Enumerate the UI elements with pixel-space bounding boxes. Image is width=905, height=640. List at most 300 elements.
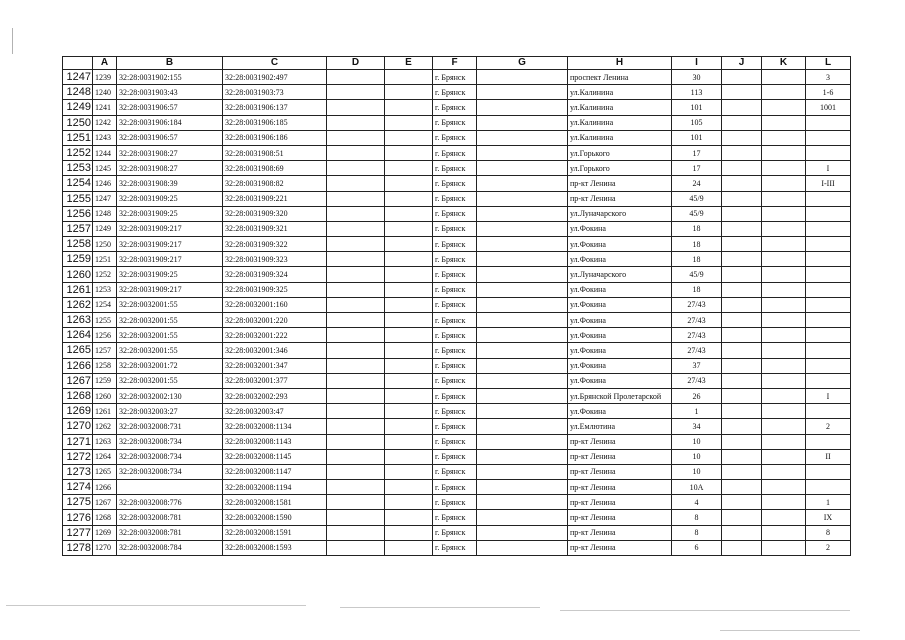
table-cell <box>722 252 762 267</box>
table-cell <box>385 510 433 525</box>
table-cell: проспект Ленина <box>568 70 672 85</box>
table-cell <box>806 464 851 479</box>
table-cell <box>385 191 433 206</box>
table-cell: 1269 <box>93 525 117 540</box>
table-cell <box>327 495 385 510</box>
table-cell: 32:28:0032001:55 <box>117 313 223 328</box>
table-cell <box>385 495 433 510</box>
table-cell <box>385 434 433 449</box>
table-cell: пр-кт Ленина <box>568 480 672 495</box>
table-cell: ул.Фокина <box>568 297 672 312</box>
table-cell: 32:28:0032008:1194 <box>223 480 327 495</box>
table-cell <box>762 267 806 282</box>
row-number-cell: 1263 <box>63 313 93 328</box>
table-cell: 32:28:0031906:57 <box>117 100 223 115</box>
table-cell: 1260 <box>93 388 117 403</box>
table-cell <box>327 161 385 176</box>
row-number-cell: 1276 <box>63 510 93 525</box>
column-header: L <box>806 57 851 70</box>
table-cell: 1246 <box>93 176 117 191</box>
table-cell <box>722 540 762 555</box>
column-header: C <box>223 57 327 70</box>
table-cell: г. Брянск <box>433 70 477 85</box>
table-cell: ул.Луначарского <box>568 206 672 221</box>
table-cell: 1265 <box>93 464 117 479</box>
table-cell <box>722 221 762 236</box>
table-cell <box>327 540 385 555</box>
table-cell: 27/43 <box>672 373 722 388</box>
table-cell: 32:28:0031908:82 <box>223 176 327 191</box>
table-cell <box>762 221 806 236</box>
table-cell: 32:28:0031908:27 <box>117 161 223 176</box>
table-cell: 1270 <box>93 540 117 555</box>
table-cell <box>477 358 568 373</box>
table-cell <box>722 282 762 297</box>
table-cell <box>477 404 568 419</box>
table-cell <box>722 434 762 449</box>
table-cell: 32:28:0032008:1591 <box>223 525 327 540</box>
table-cell: 32:28:0031909:323 <box>223 252 327 267</box>
table-cell <box>762 525 806 540</box>
table-cell: 105 <box>672 115 722 130</box>
row-number-cell: 1247 <box>63 70 93 85</box>
table-cell: 32:28:0032001:346 <box>223 343 327 358</box>
table-cell: г. Брянск <box>433 130 477 145</box>
table-cell <box>722 480 762 495</box>
table-cell <box>477 145 568 160</box>
table-cell: 32:28:0032002:293 <box>223 388 327 403</box>
table-cell <box>762 191 806 206</box>
table-cell: пр-кт Ленина <box>568 464 672 479</box>
table-row <box>63 100 851 115</box>
table-cell: ул.Фокина <box>568 328 672 343</box>
table-cell: 32:28:0031909:320 <box>223 206 327 221</box>
table-cell: 32:28:0032008:734 <box>117 464 223 479</box>
corner-header <box>63 57 93 70</box>
table-cell: 32:28:0032001:220 <box>223 313 327 328</box>
table-cell <box>385 358 433 373</box>
table-cell: г. Брянск <box>433 221 477 236</box>
table-row <box>63 449 851 464</box>
table-cell <box>722 510 762 525</box>
table-cell: 10 <box>672 464 722 479</box>
table-cell <box>117 480 223 495</box>
table-row <box>63 145 851 160</box>
table-cell: г. Брянск <box>433 176 477 191</box>
table-cell: 32:28:0031903:43 <box>117 85 223 100</box>
row-number-cell: 1274 <box>63 480 93 495</box>
table-cell <box>327 419 385 434</box>
table-cell: 37 <box>672 358 722 373</box>
table-cell: г. Брянск <box>433 282 477 297</box>
table-cell <box>762 328 806 343</box>
table-cell <box>477 449 568 464</box>
row-number-cell: 1269 <box>63 404 93 419</box>
table-cell: 32:28:0031908:39 <box>117 176 223 191</box>
table-cell: 32:28:0032008:731 <box>117 419 223 434</box>
table-cell <box>477 480 568 495</box>
table-cell: 2 <box>806 540 851 555</box>
table-cell: 1252 <box>93 267 117 282</box>
column-header: F <box>433 57 477 70</box>
table-cell: 101 <box>672 130 722 145</box>
table-cell <box>477 495 568 510</box>
table-cell: 32:28:0031909:217 <box>117 282 223 297</box>
table-cell: 1264 <box>93 449 117 464</box>
table-cell <box>722 206 762 221</box>
table-cell: 1244 <box>93 145 117 160</box>
table-cell: 32:28:0032008:1581 <box>223 495 327 510</box>
row-number-cell: 1271 <box>63 434 93 449</box>
scan-margin-mark <box>12 28 13 54</box>
table-row <box>63 495 851 510</box>
table-cell: 32:28:0031908:27 <box>117 145 223 160</box>
table-cell <box>477 237 568 252</box>
table-cell: 32:28:0032003:27 <box>117 404 223 419</box>
table-cell: 45/9 <box>672 267 722 282</box>
table-cell: ул.Луначарского <box>568 267 672 282</box>
column-header: G <box>477 57 568 70</box>
table-cell: 32:28:0031909:324 <box>223 267 327 282</box>
table-cell: г. Брянск <box>433 540 477 555</box>
table-row <box>63 252 851 267</box>
table-row <box>63 328 851 343</box>
table-cell: 32:28:0031909:221 <box>223 191 327 206</box>
table-cell: 27/43 <box>672 343 722 358</box>
table-cell: IX <box>806 510 851 525</box>
table-cell: 1268 <box>93 510 117 525</box>
table-cell <box>477 191 568 206</box>
table-cell: 32:28:0031903:73 <box>223 85 327 100</box>
table-cell: 32:28:0031902:497 <box>223 70 327 85</box>
table-cell <box>477 419 568 434</box>
table-cell <box>806 130 851 145</box>
table-cell <box>327 388 385 403</box>
table-cell <box>806 191 851 206</box>
table-row <box>63 161 851 176</box>
table-cell: 1254 <box>93 297 117 312</box>
table-row <box>63 191 851 206</box>
table-cell: пр-кт Ленина <box>568 510 672 525</box>
table-cell <box>385 161 433 176</box>
table-cell: 18 <box>672 221 722 236</box>
table-cell <box>385 404 433 419</box>
row-number-cell: 1257 <box>63 221 93 236</box>
table-cell <box>806 145 851 160</box>
table-cell: г. Брянск <box>433 313 477 328</box>
table-cell <box>385 373 433 388</box>
table-cell: г. Брянск <box>433 297 477 312</box>
table-cell <box>722 328 762 343</box>
table-cell: 1258 <box>93 358 117 373</box>
table-row <box>63 297 851 312</box>
table-row <box>63 464 851 479</box>
table-cell <box>806 404 851 419</box>
row-number-cell: 1252 <box>63 145 93 160</box>
table-cell: ул.Фокина <box>568 343 672 358</box>
row-number-cell: 1273 <box>63 464 93 479</box>
table-cell: г. Брянск <box>433 510 477 525</box>
table-cell: 32:28:0031909:217 <box>117 252 223 267</box>
table-cell: 6 <box>672 540 722 555</box>
row-number-cell: 1270 <box>63 419 93 434</box>
table-cell: 1267 <box>93 495 117 510</box>
table-cell <box>385 328 433 343</box>
table-cell: ул.Фокина <box>568 237 672 252</box>
table-cell: 32:28:0031906:185 <box>223 115 327 130</box>
row-number-cell: 1249 <box>63 100 93 115</box>
scan-artifact-line <box>720 630 860 631</box>
table-cell <box>806 328 851 343</box>
table-cell <box>327 434 385 449</box>
table-cell <box>722 525 762 540</box>
table-cell: 8 <box>672 510 722 525</box>
table-cell <box>762 145 806 160</box>
table-cell: 4 <box>672 495 722 510</box>
table-cell <box>762 130 806 145</box>
table-cell <box>327 464 385 479</box>
table-cell: г. Брянск <box>433 434 477 449</box>
row-number-cell: 1259 <box>63 252 93 267</box>
table-cell: 32:28:0032008:734 <box>117 434 223 449</box>
table-cell <box>385 206 433 221</box>
table-cell <box>722 191 762 206</box>
table-cell <box>722 237 762 252</box>
table-cell: 34 <box>672 419 722 434</box>
table-cell: 27/43 <box>672 297 722 312</box>
table-cell: пр-кт Ленина <box>568 434 672 449</box>
table-cell: 101 <box>672 100 722 115</box>
table-cell <box>722 404 762 419</box>
table-cell <box>385 252 433 267</box>
table-row <box>63 115 851 130</box>
table-cell <box>762 297 806 312</box>
table-cell <box>762 419 806 434</box>
row-number-cell: 1254 <box>63 176 93 191</box>
column-header: A <box>93 57 117 70</box>
scan-artifact-line <box>340 607 540 608</box>
table-cell <box>762 115 806 130</box>
table-cell <box>385 100 433 115</box>
table-cell <box>385 115 433 130</box>
table-cell <box>722 100 762 115</box>
table-cell <box>327 404 385 419</box>
table-cell <box>762 480 806 495</box>
row-number-cell: 1250 <box>63 115 93 130</box>
table-cell <box>762 100 806 115</box>
table-cell <box>385 237 433 252</box>
table-cell: 32:28:0031909:217 <box>117 237 223 252</box>
table-cell <box>762 388 806 403</box>
table-cell <box>722 388 762 403</box>
table-cell <box>477 252 568 267</box>
table-cell <box>327 237 385 252</box>
table-cell <box>806 434 851 449</box>
table-cell: I <box>806 388 851 403</box>
column-header-row <box>63 57 851 70</box>
table-cell <box>327 373 385 388</box>
table-cell: 32:28:0032008:1147 <box>223 464 327 479</box>
table-cell: II <box>806 449 851 464</box>
table-cell <box>722 267 762 282</box>
row-number-cell: 1248 <box>63 85 93 100</box>
table-cell: 32:28:0031909:25 <box>117 191 223 206</box>
table-cell <box>477 115 568 130</box>
table-cell <box>385 85 433 100</box>
table-cell <box>762 206 806 221</box>
table-cell <box>762 510 806 525</box>
table-cell <box>762 85 806 100</box>
table-cell: 1239 <box>93 70 117 85</box>
table-cell <box>327 328 385 343</box>
table-cell: I <box>806 161 851 176</box>
table-cell: г. Брянск <box>433 100 477 115</box>
table-row <box>63 434 851 449</box>
table-cell <box>806 206 851 221</box>
table-row <box>63 358 851 373</box>
column-header: K <box>762 57 806 70</box>
table-cell: 32:28:0032001:55 <box>117 343 223 358</box>
table-cell <box>327 525 385 540</box>
table-cell: 26 <box>672 388 722 403</box>
row-number-cell: 1253 <box>63 161 93 176</box>
table-cell <box>722 449 762 464</box>
table-cell: г. Брянск <box>433 267 477 282</box>
table-cell: 32:28:0031906:137 <box>223 100 327 115</box>
table-cell: ул.Калинина <box>568 100 672 115</box>
table-cell <box>477 525 568 540</box>
table-cell: ул.Фокина <box>568 252 672 267</box>
table-cell: 32:28:0032001:377 <box>223 373 327 388</box>
table-row <box>63 237 851 252</box>
table-cell: 18 <box>672 237 722 252</box>
table-cell <box>762 449 806 464</box>
row-number-cell: 1267 <box>63 373 93 388</box>
table-cell: 18 <box>672 252 722 267</box>
table-cell <box>722 130 762 145</box>
column-header: H <box>568 57 672 70</box>
table-row <box>63 540 851 555</box>
table-cell <box>327 449 385 464</box>
table-cell: пр-кт Ленина <box>568 540 672 555</box>
table-cell <box>327 267 385 282</box>
table-cell <box>722 358 762 373</box>
table-cell <box>762 373 806 388</box>
table-cell: 32:28:0031908:69 <box>223 161 327 176</box>
table-cell <box>477 297 568 312</box>
table-cell: 32:28:0032002:130 <box>117 388 223 403</box>
table-cell <box>477 464 568 479</box>
table-row <box>63 267 851 282</box>
table-cell <box>722 161 762 176</box>
table-row <box>63 221 851 236</box>
table-row <box>63 404 851 419</box>
table-cell: 32:28:0032001:55 <box>117 297 223 312</box>
table-row <box>63 130 851 145</box>
table-cell: 27/43 <box>672 313 722 328</box>
table-cell: 32:28:0032001:55 <box>117 373 223 388</box>
table-cell: г. Брянск <box>433 464 477 479</box>
table-cell <box>722 297 762 312</box>
table-cell: ул.Фокина <box>568 373 672 388</box>
table-cell: 17 <box>672 145 722 160</box>
table-cell: 2 <box>806 419 851 434</box>
table-cell: 32:28:0032001:222 <box>223 328 327 343</box>
table-cell: 32:28:0031909:217 <box>117 221 223 236</box>
row-number-cell: 1275 <box>63 495 93 510</box>
table-cell: 1248 <box>93 206 117 221</box>
table-cell <box>477 100 568 115</box>
table-cell <box>327 130 385 145</box>
table-cell: 32:28:0031908:51 <box>223 145 327 160</box>
table-cell <box>327 191 385 206</box>
row-number-cell: 1251 <box>63 130 93 145</box>
column-header: I <box>672 57 722 70</box>
table-cell <box>477 85 568 100</box>
table-cell <box>327 313 385 328</box>
table-cell: 32:28:0032008:1590 <box>223 510 327 525</box>
table-cell <box>477 434 568 449</box>
table-cell <box>477 206 568 221</box>
table-cell <box>327 206 385 221</box>
row-number-cell: 1277 <box>63 525 93 540</box>
table-cell: пр-кт Ленина <box>568 176 672 191</box>
table-cell: ул.Калинина <box>568 85 672 100</box>
table-cell: 1259 <box>93 373 117 388</box>
table-cell: 113 <box>672 85 722 100</box>
table-row <box>63 343 851 358</box>
table-cell: 27/43 <box>672 328 722 343</box>
table-cell: 32:28:0032008:1593 <box>223 540 327 555</box>
table-cell <box>806 373 851 388</box>
table-cell <box>327 510 385 525</box>
table-cell <box>762 237 806 252</box>
table-row <box>63 282 851 297</box>
row-number-cell: 1261 <box>63 282 93 297</box>
table-cell: 1-6 <box>806 85 851 100</box>
table-cell: 32:28:0032001:72 <box>117 358 223 373</box>
table-row <box>63 373 851 388</box>
table-row <box>63 85 851 100</box>
table-cell: 30 <box>672 70 722 85</box>
table-cell: 1245 <box>93 161 117 176</box>
table-cell: ул.Горького <box>568 161 672 176</box>
row-number-cell: 1272 <box>63 449 93 464</box>
table-cell <box>385 130 433 145</box>
table-row <box>63 480 851 495</box>
table-cell: 1 <box>672 404 722 419</box>
table-cell <box>477 328 568 343</box>
table-cell <box>477 540 568 555</box>
row-number-cell: 1265 <box>63 343 93 358</box>
table-cell: г. Брянск <box>433 161 477 176</box>
table-cell <box>762 70 806 85</box>
table-cell: 1242 <box>93 115 117 130</box>
table-cell <box>385 419 433 434</box>
table-cell: 32:28:0032001:55 <box>117 328 223 343</box>
table-cell: 1263 <box>93 434 117 449</box>
table-cell: 32:28:0031906:184 <box>117 115 223 130</box>
table-cell <box>327 480 385 495</box>
table-cell: 1251 <box>93 252 117 267</box>
table-cell: ул.Калинина <box>568 130 672 145</box>
table-cell: ул.Фокина <box>568 313 672 328</box>
table-cell <box>806 297 851 312</box>
table-cell: 1255 <box>93 313 117 328</box>
table-cell: 1001 <box>806 100 851 115</box>
table-cell <box>722 176 762 191</box>
table-cell <box>327 343 385 358</box>
